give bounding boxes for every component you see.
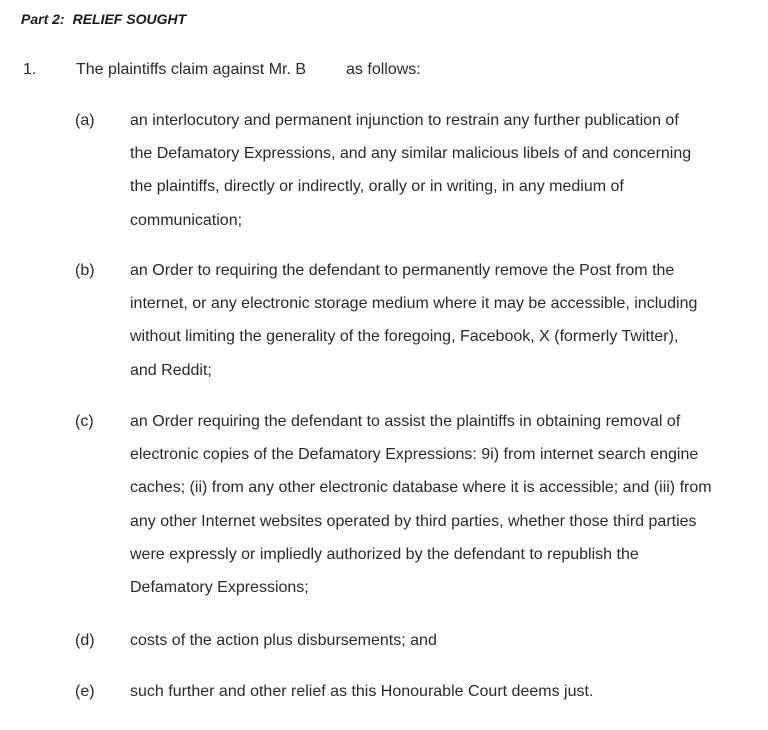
item-text xyxy=(130,675,740,708)
item-line: were expressly or impliedly authorized by the defendant to republish the xyxy=(130,545,639,563)
item-line: without limiting the generality of the foregoing, Facebook, X (formerly Twitter), xyxy=(130,328,679,346)
item-text xyxy=(130,104,740,237)
item-line: caches; (ii) from any other electronic database where it is accessible; and (iii) from xyxy=(130,479,712,497)
item-label: (c) xyxy=(75,413,94,430)
item-line: the plaintiffs, directly or indirectly, orally or in writing, in any medium of xyxy=(130,178,624,196)
item-line: Defamatory Expressions; xyxy=(130,579,309,597)
item-label: (a) xyxy=(75,112,95,129)
item-label: (e) xyxy=(75,683,95,700)
item-line: such further and other relief as this Honourable Court deems just. xyxy=(130,683,594,700)
part-heading xyxy=(21,11,186,27)
part-title: RELIEF SOUGHT xyxy=(72,11,187,27)
item-line: internet, or any electronic storage medium where it may be accessible, including xyxy=(130,295,698,313)
item-line: any other Internet websites operated by third parties, whether those third parties xyxy=(130,512,697,530)
item-label: (d) xyxy=(75,632,95,649)
item-line: and Reddit; xyxy=(130,361,212,379)
item-label: (b) xyxy=(75,262,95,279)
part-number: Part 2: xyxy=(21,11,65,27)
item-line: an Order to requiring the defendant to permanently remove the Post from the xyxy=(130,262,675,279)
item-line: communication; xyxy=(130,211,243,229)
item-text xyxy=(130,405,740,604)
item-line: costs of the action plus disbursements; and xyxy=(130,632,437,649)
item-text xyxy=(130,624,740,657)
item-line: the Defamatory Expressions, and any similar malicious libels of and concerning xyxy=(130,145,692,163)
paragraph-text xyxy=(76,61,421,79)
item-line: an Order requiring the defendant to assist the plaintiffs in obtaining removal of xyxy=(130,413,681,430)
item-line: electronic copies of the Defamatory Expressions: 9i) from internet search engine xyxy=(130,446,699,464)
item-line: an interlocutory and permanent injunction to restrain any further publication of xyxy=(130,112,679,129)
paragraph-text-after: as follows: xyxy=(346,61,421,78)
paragraph-text-before: The plaintiffs claim against Mr. B xyxy=(76,61,307,78)
item-text xyxy=(130,254,740,387)
paragraph-number: 1. xyxy=(23,61,37,78)
